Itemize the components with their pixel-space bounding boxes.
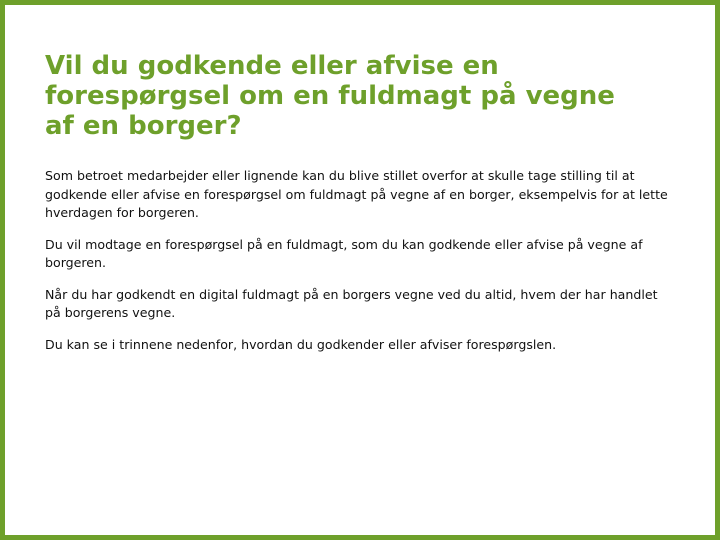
slide-body [45, 167, 675, 367]
body-paragraph-intro: Som betroet medarbejder eller lignende kan du blive stillet overfor at skulle tage stilling til at godkende eller afvise en forespørgsel om fuldmagt på vegne af en borger, eksempelvis for at lette hverdagen for borgeren. [45, 168, 668, 220]
slide-title: Vil du godkende eller afvise en forespørgsel om en fuldmagt på vegne af en borger? [45, 51, 615, 141]
body-paragraph-request: Du vil modtage en forespørgsel på en fuldmagt, som du kan godkende eller afvise på vegne af borgeren. [45, 236, 643, 270]
body-paragraph-approved: Når du har godkendt en digital fuldmagt på en borgers vegne ved du altid, hvem der har handlet på borgerens vegne. [45, 286, 658, 320]
body-paragraph-steps: Du kan se i trinnene nedenfor, hvordan du godkender eller afviser forespørgslen. [45, 336, 557, 352]
